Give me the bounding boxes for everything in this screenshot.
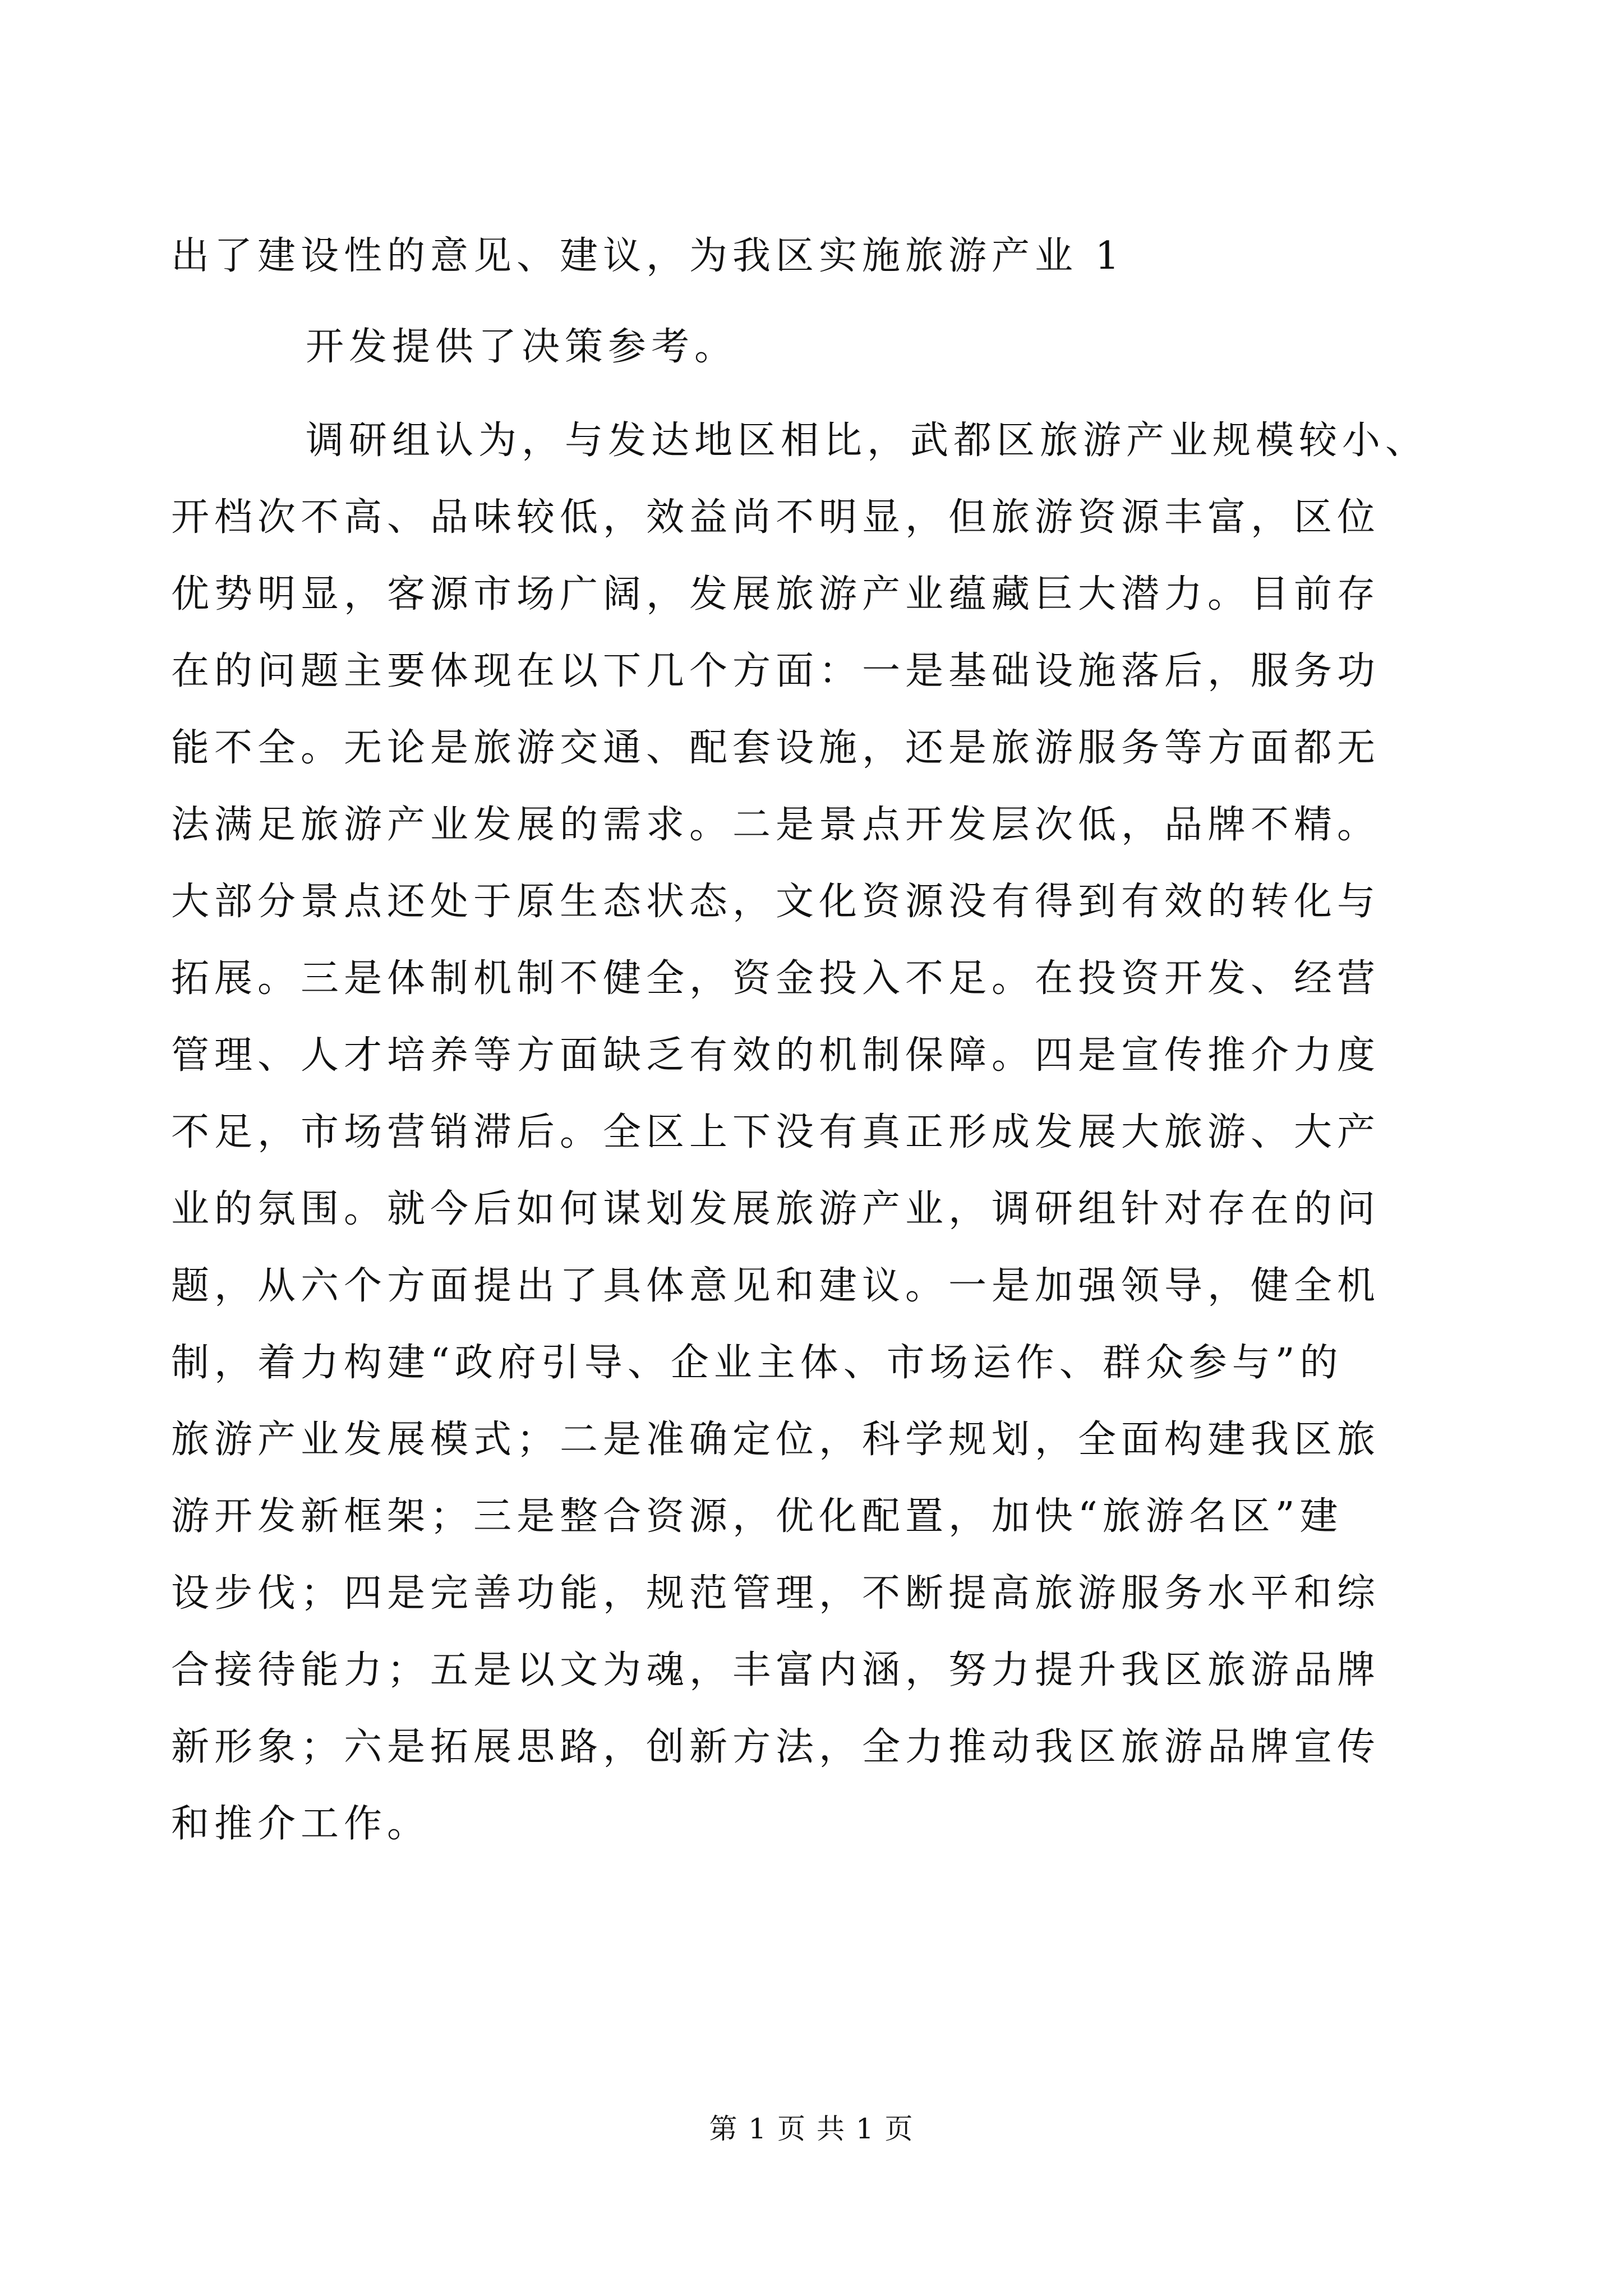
text-line: 出了建设性的意见、建议，为我区实施旅游产业 1 [171, 234, 1124, 278]
text-line: 法满足旅游产业发展的需求。二是景点开发层次低，品牌不精。 [171, 803, 1381, 847]
text-line: 新形象；六是拓展思路，创新方法，全力推动我区旅游品牌宣传 [171, 1725, 1381, 1769]
text-line: 拓展。三是体制机制不健全，资金投入不足。在投资开发、经营 [171, 956, 1381, 1001]
text-line: 能不全。无论是旅游交通、配套设施，还是旅游服务等方面都无 [171, 726, 1381, 770]
text-line: 大部分景点还处于原生态状态，文化资源没有得到有效的转化与 [171, 880, 1381, 924]
text-line: 业的氛围。就今后如何谋划发展旅游产业，调研组针对存在的问 [171, 1187, 1381, 1231]
text-line: 在的问题主要体现在以下几个方面：一是基础设施落后，服务功 [171, 649, 1381, 693]
text-line: 和推介工作。 [171, 1802, 431, 1846]
text-line: 不足，市场营销滞后。全区上下没有真正形成发展大旅游、大产 [171, 1110, 1381, 1154]
text-line: 游开发新框架；三是整合资源，优化配置，加快“旅游名区”建 [171, 1494, 1343, 1539]
text-line: 旅游产业发展模式；二是准确定位，科学规划，全面构建我区旅 [171, 1418, 1381, 1462]
text-line: 合接待能力；五是以文为魂，丰富内涵，努力提升我区旅游品牌 [171, 1648, 1381, 1692]
text-line: 管理、人才培养等方面缺乏有效的机制保障。四是宣传推介力度 [171, 1033, 1381, 1078]
page-footer: 第 1 页 共 1 页 [709, 2113, 914, 2145]
text-line: 优势明显，客源市场广阔，发展旅游产业蕴藏巨大潜力。目前存 [171, 572, 1381, 616]
text-line: 设步伐；四是完善功能，规范管理，不断提高旅游服务水平和综 [171, 1571, 1381, 1616]
text-line: 调研组认为，与发达地区相比，武都区旅游产业规模较小、 [306, 418, 1429, 463]
text-line: 开发提供了决策参考。 [306, 325, 738, 369]
text-line: 题，从六个方面提出了具体意见和建议。一是加强领导，健全机 [171, 1264, 1381, 1308]
text-line: 制，着力构建“政府引导、企业主体、市场运作、群众参与”的 [171, 1341, 1343, 1385]
text-line: 开档次不高、品味较低，效益尚不明显，但旅游资源丰富，区位 [171, 495, 1381, 540]
